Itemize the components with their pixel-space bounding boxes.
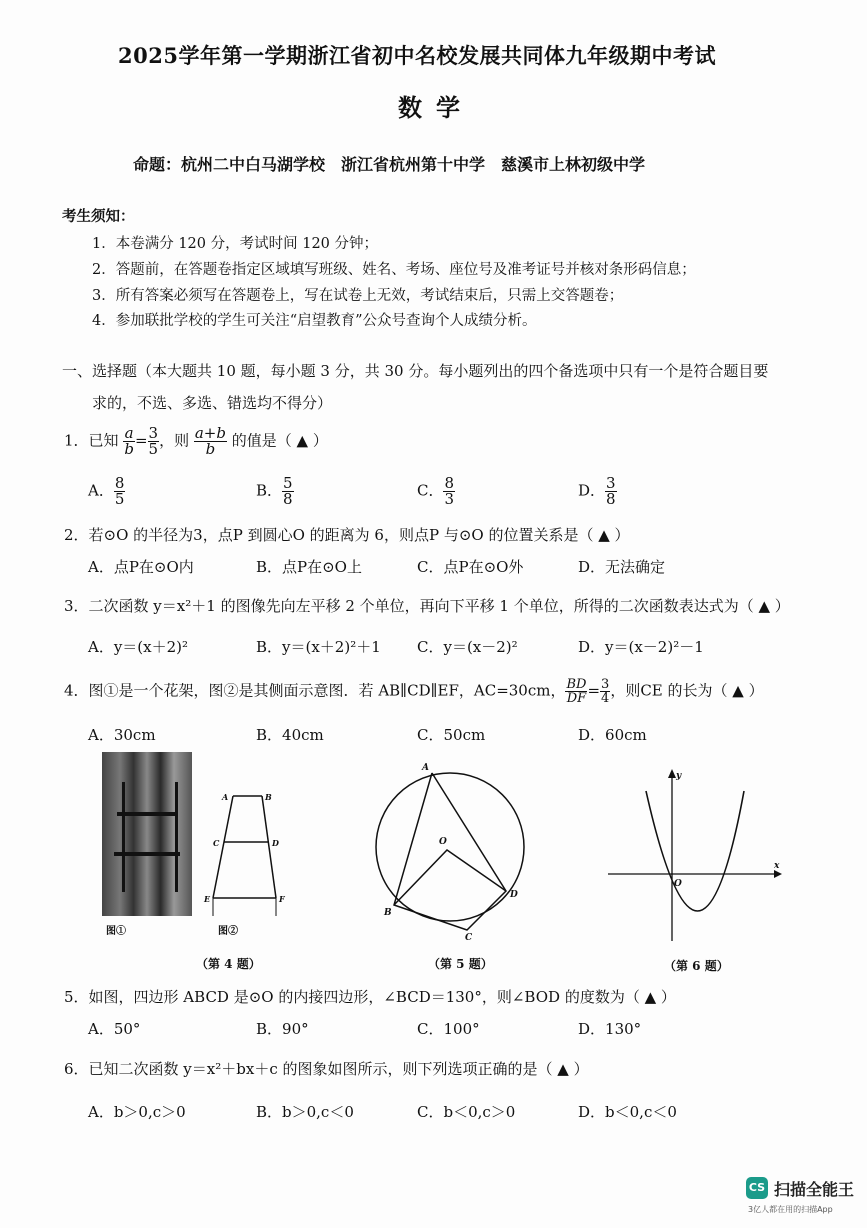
caption-q4: （第 4 题）: [196, 957, 261, 971]
question-5: 5．如图，四边形 ABCD 是⊙O 的内接四边形，∠BCD＝130°，则∠BOD 的度数为（ ▲ ）: [64, 988, 676, 1006]
camscanner-name: 扫描全能王: [774, 1180, 855, 1199]
question-4: 4．图①是一个花架，图②是其侧面示意图．若 AB∥CD∥EF，AC=30cm， $\frac{BD}{DF}$ = $\frac{3}{4}$ ，则CE 的长为（ ▲ ）: [64, 677, 764, 706]
q1-option-b: B． $\frac{5}{8}$: [256, 474, 293, 508]
fig1-label: 图①: [106, 926, 126, 937]
q1-mid: ，则: [159, 431, 190, 450]
notice-item-2: 2．答题前，在答题卷指定区域填写班级、姓名、考场、座位号及准考证号并核对条形码信息；: [92, 262, 696, 278]
caption-q5: （第 5 题）: [428, 957, 493, 971]
notice-heading: 考生须知：: [62, 208, 135, 225]
q3-option-c: C．y＝(x－2)²: [417, 638, 518, 656]
svg-text:O: O: [439, 837, 447, 847]
flower-rack-photo: [102, 752, 192, 916]
notice-item-1: 1．本卷满分 120 分，考试时间 120 分钟；: [92, 236, 379, 252]
q3-option-b: B．y＝(x＋2)²＋1: [256, 638, 381, 656]
q4-option-c: C．50cm: [417, 726, 486, 744]
svg-text:B: B: [384, 908, 392, 918]
q5-option-a: A．50°: [88, 1020, 141, 1038]
svg-text:E: E: [204, 894, 211, 904]
fig2-label: 图②: [218, 926, 238, 937]
svg-text:C: C: [465, 933, 473, 940]
question-3: 3．二次函数 y＝x²＋1 的图像先向左平移 2 个单位，再向下平移 1 个单位，所得的二次函数表达式为（ ▲ ）: [64, 597, 790, 615]
fraction-bd-over-df: $\frac{BD}{DF}$: [566, 677, 587, 706]
q1-option-d: D． $\frac{3}{8}$: [578, 474, 616, 508]
q6-option-c: C．b＜0,c＞0: [417, 1103, 516, 1121]
svg-text:F: F: [279, 894, 285, 904]
notice-item-3: 3．所有答案必须写在答题卷上，写在试卷上无效，考试结束后，只需上交答题卷；: [92, 288, 624, 304]
caption-q6: （第 6 题）: [664, 959, 729, 973]
q2-option-d: D．无法确定: [578, 558, 666, 576]
question-1: 1．已知 $\frac{a}{b}$ = $\frac{3}{5}$ ，则 $\frac{a+b}{b}$ 的值是（ ▲ ）: [64, 424, 328, 458]
authors-line: 命题：杭州二中白马湖学校 浙江省杭州第十中学 慈溪市上林初级中学: [133, 155, 646, 174]
q1-option-c: C． $\frac{8}{3}$: [417, 474, 455, 508]
svg-text:A: A: [222, 792, 229, 802]
exam-title: 2025学年第一学期浙江省初中名校发展共同体九年级期中考试: [118, 43, 716, 68]
q2-option-b: B．点P在⊙O上: [256, 558, 362, 576]
notice-item-4: 4．参加联批学校的学生可关注“启望教育”公众号查询个人成绩分析。: [92, 313, 537, 329]
q3-option-d: D．y＝(x－2)²－1: [578, 638, 704, 656]
svg-text:C: C: [213, 838, 220, 848]
fraction-3-over-4: $\frac{3}{4}$: [601, 677, 610, 706]
parabola-graph: [606, 766, 786, 946]
question-2: 2．若⊙O 的半径为3，点P 到圆心O 的距离为 6，则点P 与⊙O 的位置关系是（ ▲ ）: [64, 526, 630, 544]
svg-text:y: y: [676, 771, 682, 781]
q2-option-a: A．点P在⊙O内: [88, 558, 194, 576]
q4-stem-b: ，则CE 的长为（ ▲ ）: [610, 681, 764, 700]
trapezoid-diagram: [200, 776, 290, 926]
q3-option-a: A．y＝(x＋2)²: [88, 638, 189, 656]
svg-text:B: B: [265, 792, 272, 802]
svg-text:D: D: [272, 838, 279, 848]
svg-text:A: A: [422, 763, 429, 773]
q1-suffix: 的值是（ ▲ ）: [231, 431, 328, 450]
q4-stem-a: 4．图①是一个花架，图②是其侧面示意图．若 AB∥CD∥EF，AC=30cm，: [64, 681, 566, 700]
camscanner-slogan: 3亿人都在用的扫描App: [748, 1205, 833, 1214]
svg-text:x: x: [774, 861, 780, 871]
section1-line1: 一、选择题（本大题共 10 题，每小题 3 分，共 30 分。每小题列出的四个备选项中只有一个是符合题目要: [62, 362, 769, 380]
camscanner-logo: CS: [746, 1177, 768, 1199]
q1-prefix: 1．已知: [64, 431, 119, 450]
fraction-3-over-5: $\frac{3}{5}$: [148, 424, 159, 458]
question-6: 6．已知二次函数 y＝x²＋bx＋c 的图象如图所示，则下列选项正确的是（ ▲ ）: [64, 1060, 589, 1078]
fraction-a-over-b: $\frac{a}{b}$: [124, 424, 134, 458]
q4-option-b: B．40cm: [256, 726, 324, 744]
q5-option-b: B．90°: [256, 1020, 309, 1038]
q6-option-b: B．b＞0,c＜0: [256, 1103, 354, 1121]
q4-option-d: D．60cm: [578, 726, 647, 744]
q2-option-c: C．点P在⊙O外: [417, 558, 524, 576]
svg-text:D: D: [510, 890, 518, 900]
q5-option-c: C．100°: [417, 1020, 480, 1038]
circle-quadrilateral-diagram: [364, 760, 534, 940]
q5-option-d: D．130°: [578, 1020, 642, 1038]
section1-line2: 求的，不选、多选、错选均不得分）: [92, 394, 333, 412]
q4-option-a: A．30cm: [88, 726, 156, 744]
q6-option-d: D．b＜0,c＜0: [578, 1103, 677, 1121]
svg-text:O: O: [674, 879, 682, 889]
q6-option-a: A．b＞0,c＞0: [88, 1103, 186, 1121]
subject-title: 数学: [398, 93, 474, 122]
fraction-a-plus-b-over-b: $\frac{a+b}{b}$: [194, 424, 226, 458]
q1-option-a: A． $\frac{8}{5}$: [88, 474, 125, 508]
